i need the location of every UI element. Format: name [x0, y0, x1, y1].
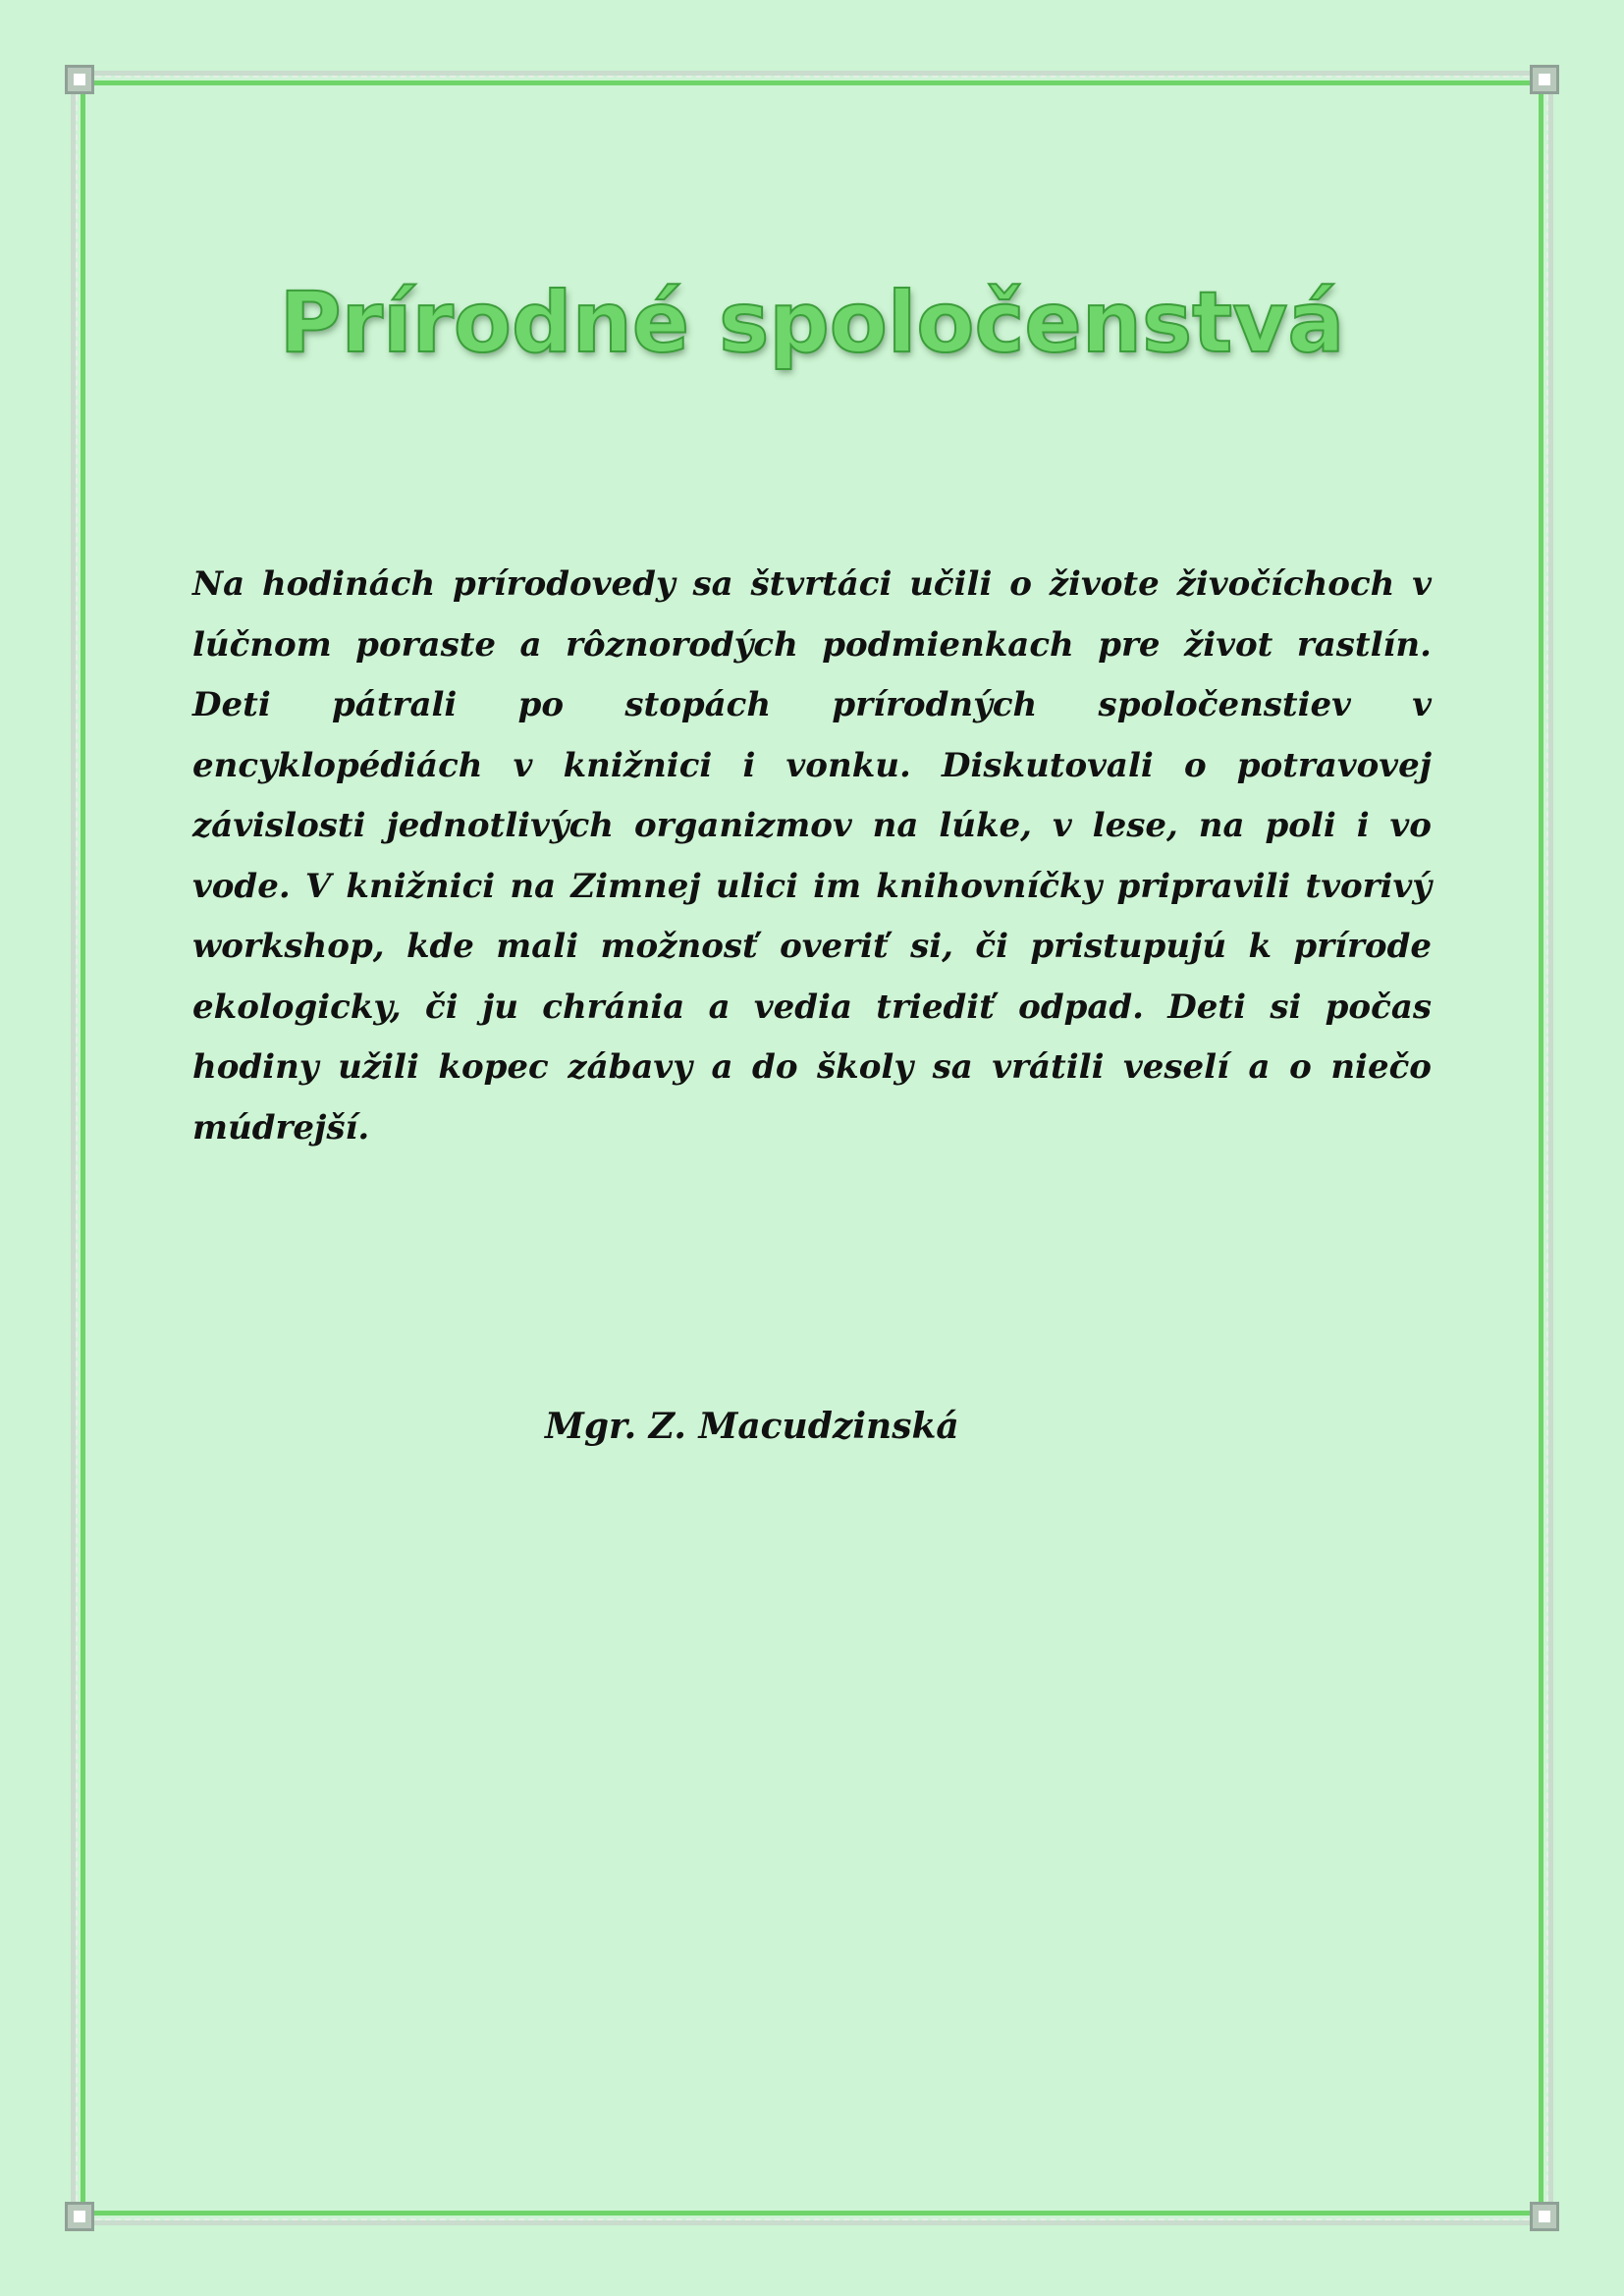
frame-corner-ornament — [65, 65, 94, 94]
frame-corner-ornament — [65, 2202, 94, 2231]
page-title: Prírodné spoločenstvá — [279, 274, 1345, 372]
frame-corner-ornament — [1530, 2202, 1559, 2231]
frame-corner-ornament — [1530, 65, 1559, 94]
author-signature: Mgr. Z. Macudzinská — [545, 1406, 959, 1447]
article-body: Na hodinách prírodovedy sa štvrtáci učili o živote živočíchoch v lúčnom poraste a rôznorodých podmienkach pre život rastlín. Deti pátrali po stopách prírodných spoločenstiev v encyklopédiách v knižnici i vonku. Diskutovali o potravovej závislosti jednotlivých organizmov na lúke, v lese, na poli i vo vode. V knižnici na Zimnej ulici im knihovníčky pripravili tvorivý workshop, kde mali možnosť overiť si, či pristupujú k prírode ekologicky, či ju chránia a vedia triediť odpad. Deti si počas hodiny užili kopec zábavy a do školy sa vrátili veselí a o niečo múdrejší. — [192, 564, 1432, 1148]
